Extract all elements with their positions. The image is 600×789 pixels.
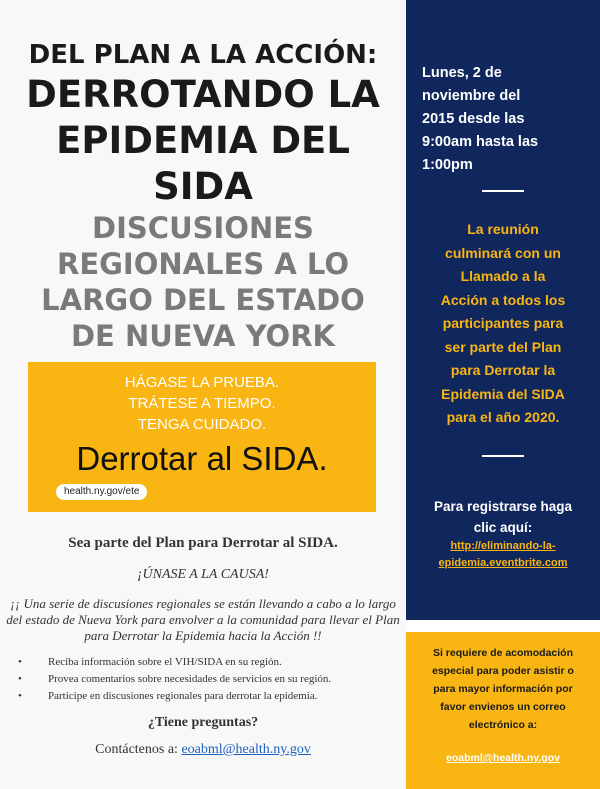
- divider: [482, 190, 524, 192]
- register-line: Para registrarse haga: [433, 499, 573, 514]
- banner-slogan-line: TRÁTESE A TIEMPO.: [128, 395, 276, 412]
- accommodation-line: para mayor información por: [433, 683, 573, 695]
- subtitle-line: REGIONALES A LO: [56, 247, 349, 281]
- event-date-line: noviembre del: [422, 88, 521, 104]
- event-date-line: 9:00am hasta las: [422, 134, 539, 150]
- bullet-icon: •: [18, 656, 22, 668]
- campaign-banner: [28, 362, 376, 512]
- event-date-line: Lunes, 2 de: [422, 65, 502, 81]
- event-date-line: 2015 desde las: [422, 111, 525, 127]
- event-date: [422, 62, 594, 177]
- cta-line: Epidemia del SIDA: [441, 385, 565, 402]
- event-sidebar: [406, 0, 600, 620]
- subtitle-line: DE NUEVA YORK: [70, 319, 336, 353]
- subtitle-line: DISCUSIONES: [92, 211, 314, 245]
- list-item-text: Participe en discusiones regionales para derrotar la epidemia.: [48, 690, 318, 702]
- cta-line: para Derrotar la: [450, 362, 556, 378]
- bullet-list: [14, 654, 394, 705]
- accommodation-line: Si requiere de acomodación: [432, 647, 574, 659]
- main-title: [0, 72, 406, 210]
- banner-url-pill[interactable]: health.ny.gov/ete: [56, 484, 147, 500]
- accommodation-line: especial para poder asistir o: [432, 665, 574, 677]
- join-heading: Sea parte del Plan para Derrotar al SIDA.: [68, 535, 338, 551]
- main-title-line: SIDA: [153, 165, 253, 208]
- cta-line: La reunión: [467, 221, 539, 237]
- bullet-icon: •: [18, 673, 22, 685]
- accommodation-email-link[interactable]: eoabml@health.ny.gov: [446, 752, 560, 764]
- cta-line: ser parte del Plan: [444, 338, 562, 355]
- subtitle: [0, 210, 406, 354]
- bullet-icon: •: [18, 690, 22, 702]
- accommodation-line: electrónico a:: [468, 719, 538, 731]
- title-line-1: DEL PLAN A LA ACCIÓN:: [28, 40, 378, 70]
- list-item: [14, 688, 394, 705]
- list-item: [14, 654, 394, 671]
- questions-heading: ¿Tiene preguntas?: [147, 715, 259, 730]
- register-text: [412, 496, 594, 538]
- register-link-line[interactable]: epidemia.eventbrite.com: [438, 557, 568, 569]
- call-to-action: [412, 218, 594, 430]
- join-subheading: ¡ÚNASE A LA CAUSA!: [137, 567, 269, 582]
- cta-line: Llamado a la: [460, 268, 546, 284]
- register-link-line[interactable]: http://eliminando-la-: [450, 540, 556, 552]
- accommodation-box: [406, 632, 600, 789]
- main-title-line: DERROTANDO LA: [26, 73, 380, 116]
- accommodation-line: favor envienos un correo: [440, 701, 566, 713]
- banner-slogan-line: HÁGASE LA PRUEBA.: [124, 374, 280, 391]
- banner-headline: Derrotar al SIDA.: [76, 440, 328, 477]
- list-item: [14, 671, 394, 688]
- banner-slogan: [28, 372, 376, 435]
- cta-line: culminará con un: [445, 244, 561, 261]
- list-item-text: Provea comentarios sobre necesidades de servicios en su región.: [48, 673, 332, 685]
- banner-slogan-line: TENGA CUIDADO.: [137, 416, 267, 433]
- divider: [482, 455, 524, 457]
- main-title-line: EPIDEMIA DEL: [56, 119, 350, 162]
- cta-line: Acción a todos los: [440, 291, 566, 308]
- accommodation-text: [412, 644, 594, 734]
- event-date-line: 1:00pm: [422, 157, 473, 173]
- contact-line: [0, 742, 406, 758]
- list-item-text: Reciba información sobre el VIH/SIDA en su región.: [48, 656, 282, 668]
- contact-email-link[interactable]: eoabml@health.ny.gov: [181, 742, 311, 757]
- intro-paragraph: ¡¡ Una serie de discusiones regionales se están llevando a cabo a lo largo del estado de Nueva York para envolver a la comunidad para llevar el Plan para Derrotar la Epidemia hacia la Acción !!: [6, 596, 400, 643]
- cta-line: para el año 2020.: [446, 409, 560, 425]
- contact-label: Contáctenos a:: [95, 742, 178, 757]
- register-line: clic aquí:: [473, 520, 533, 535]
- cta-line: participantes para: [442, 315, 564, 331]
- subtitle-line: LARGO DEL ESTADO: [41, 283, 365, 317]
- register-link[interactable]: [412, 538, 594, 572]
